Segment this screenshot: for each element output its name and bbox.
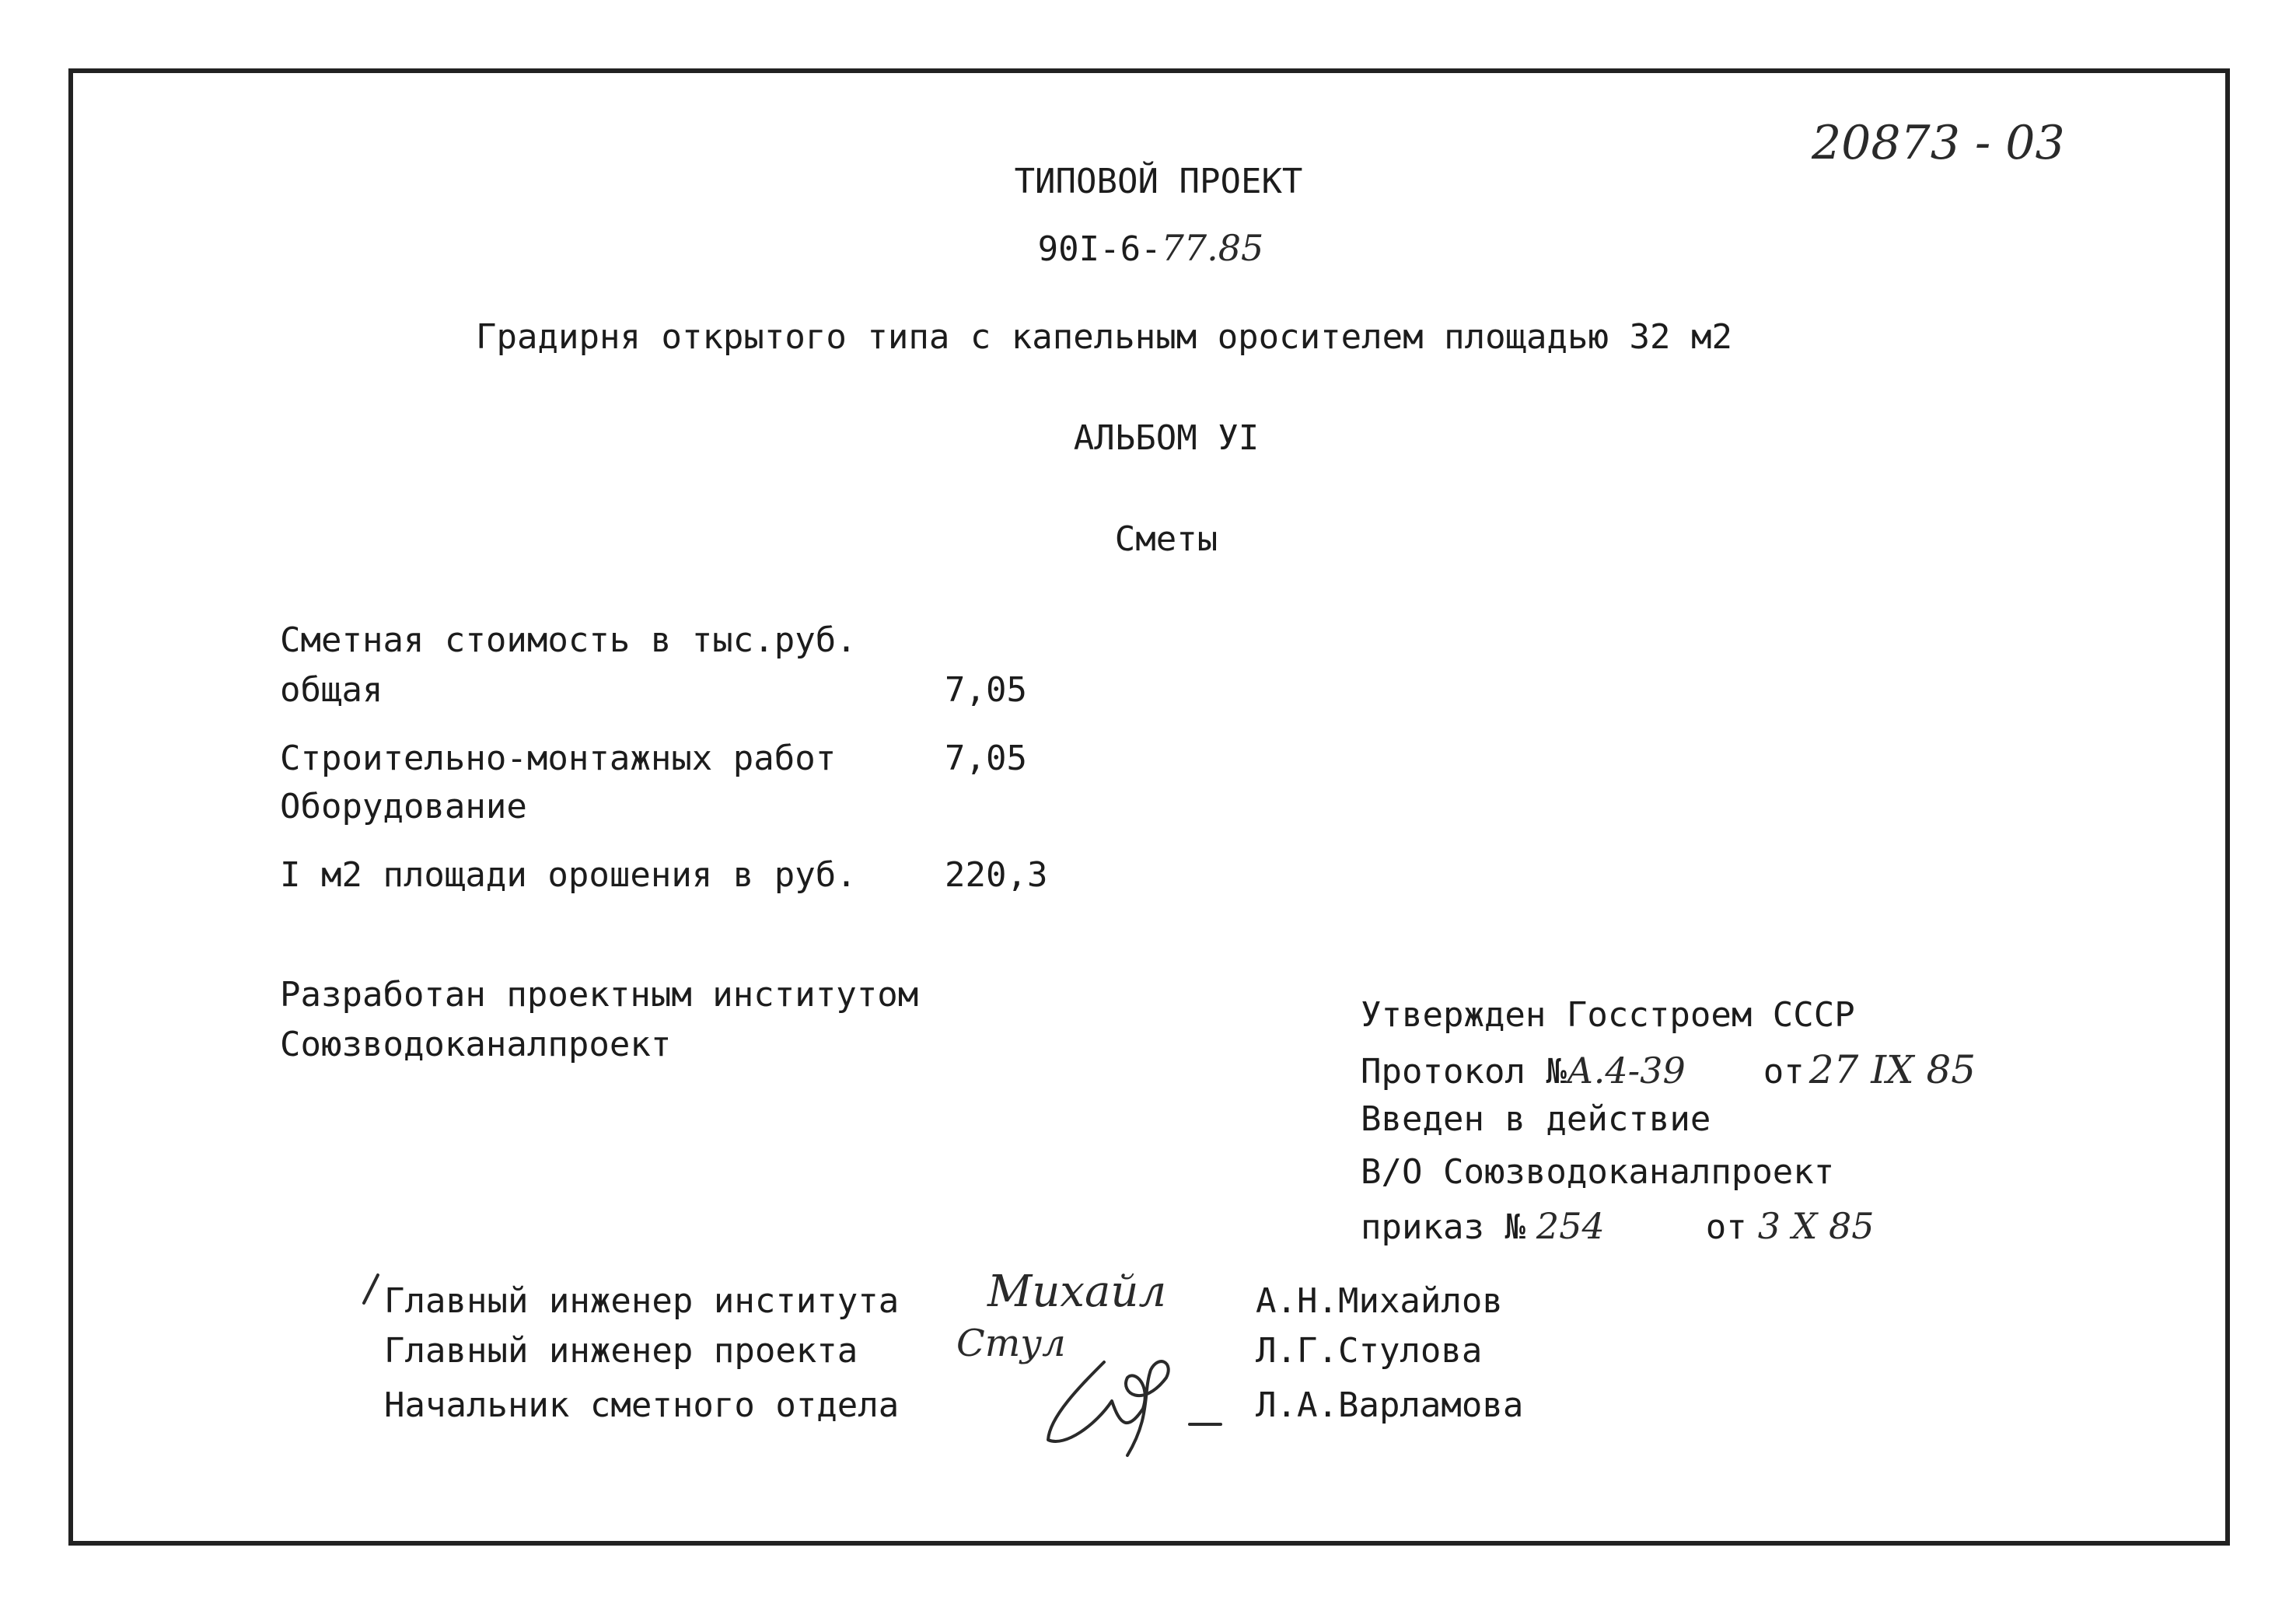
cost-row-label: общая	[280, 670, 383, 710]
project-type-heading: ТИПОВОЙ ПРОЕКТ	[1014, 162, 1303, 201]
project-code-handwritten: 77.85	[1161, 227, 1264, 269]
order-from-label: от	[1705, 1207, 1747, 1247]
protocol-from-label: от	[1763, 1052, 1805, 1092]
signature-name: Л.А.Варламова	[1256, 1385, 1524, 1425]
signature-role: Главный инженер института	[384, 1281, 900, 1321]
signature-name: Л.Г.Стулова	[1256, 1331, 1483, 1371]
signature-role: Главный инженер проекта	[384, 1331, 858, 1371]
signature-name: А.Н.Михайлов	[1256, 1281, 1503, 1321]
signature-handwritten: Стул	[956, 1322, 1066, 1365]
approval-line4: В/О Союзводоканалпроект	[1361, 1152, 1835, 1192]
cost-row-label: Строительно-монтажных работ	[280, 739, 837, 778]
cost-row-value: 7,05	[945, 670, 1027, 710]
section-label: Сметы	[1114, 519, 1218, 559]
order-date: 3 X 85	[1757, 1205, 1875, 1247]
cost-row-label: Оборудование	[280, 787, 527, 826]
project-code-printed: 90I-6-	[1037, 229, 1162, 269]
signature-scribble	[1034, 1331, 1236, 1463]
project-code	[1038, 227, 1264, 271]
order-line	[1361, 1205, 1875, 1249]
approval-line3: Введен в действие	[1361, 1099, 1711, 1139]
order-number: 254	[1536, 1205, 1605, 1247]
cost-row-label: I м2 площади орошения в руб.	[280, 855, 857, 895]
signature-handwritten: Михайл	[987, 1266, 1167, 1317]
approval-line1: Утвержден Госстроем СССР	[1361, 995, 1855, 1035]
protocol-date: 27 IX 85	[1808, 1047, 1976, 1092]
cost-heading: Сметная стоимость в тыс.руб.	[280, 620, 857, 660]
project-title: Градирня открытого типа с капельным оросителем площадью 32 м2	[476, 317, 1732, 357]
order-label: приказ №	[1361, 1207, 1525, 1247]
tick-mark	[359, 1272, 383, 1311]
protocol-line	[1361, 1046, 1976, 1093]
document-number: 20873 - 03	[1812, 116, 2065, 170]
album-label: АЛЬБОМ УI	[1073, 418, 1260, 458]
developed-by-line2: Союзводоканалпроект	[280, 1025, 672, 1064]
cost-row-value: 7,05	[945, 739, 1027, 778]
protocol-label: Протокол №	[1361, 1052, 1567, 1092]
developed-by-line1: Разработан проектным институтом	[280, 975, 919, 1015]
protocol-number: А.4-39	[1566, 1050, 1686, 1092]
cost-row-value: 220,3	[945, 855, 1048, 895]
signature-role: Начальник сметного отдела	[384, 1385, 900, 1425]
